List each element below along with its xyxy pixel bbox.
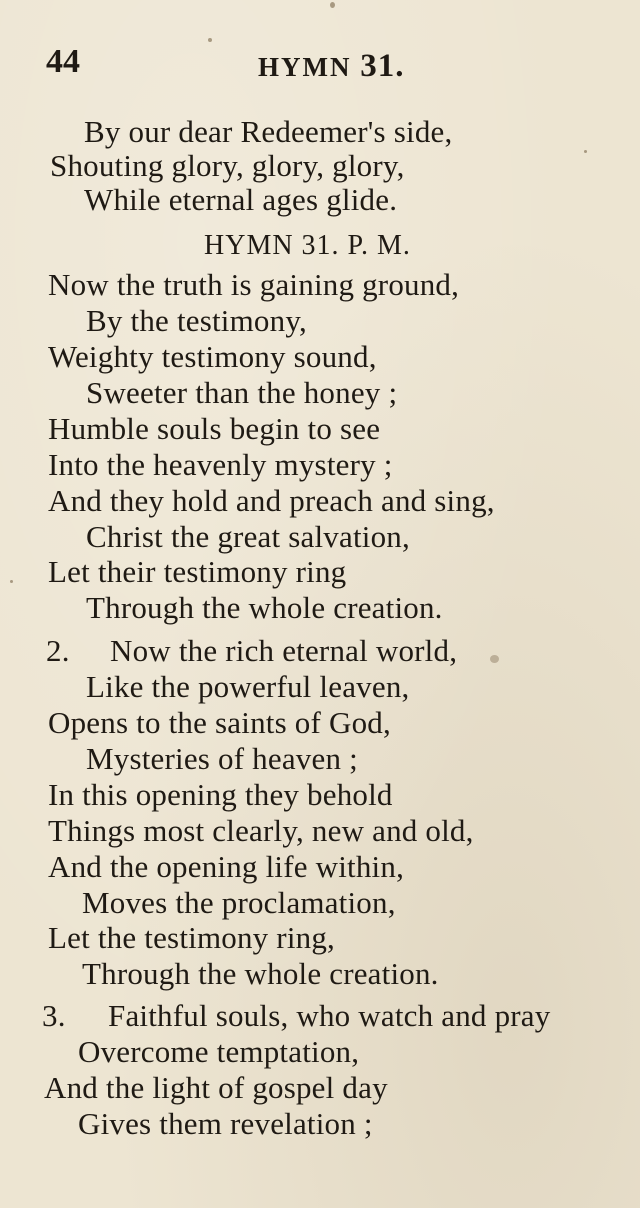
verse-line <box>46 633 457 669</box>
hymn-title: HYMN 31. P. M. <box>204 230 411 261</box>
verse-line: Things most clearly, new and old, <box>48 813 474 848</box>
verse-line: And the opening life within, <box>48 849 405 884</box>
paper-speck <box>208 38 212 42</box>
verse-line: Into the heavenly mystery ; <box>48 447 393 482</box>
verse-line: Let their testimony ring <box>48 554 347 589</box>
verse-text: Now the rich eternal world, <box>110 633 458 668</box>
running-head <box>258 48 404 85</box>
paper-speck <box>330 2 335 8</box>
verse-line: Weighty testimony sound, <box>48 339 377 374</box>
running-head-word: HYMN <box>258 52 352 82</box>
verse-line: Humble souls begin to see <box>48 411 381 446</box>
stanza-number: 3. <box>42 998 66 1033</box>
verse-line: And they hold and preach and sing, <box>48 483 495 518</box>
verse-line: Mysteries of heaven ; <box>86 741 358 776</box>
verse-line: While eternal ages glide. <box>84 182 398 217</box>
verse-line: Sweeter than the honey ; <box>86 375 398 410</box>
verse-line: Through the whole creation. <box>86 590 443 625</box>
verse-line: Gives them revelation ; <box>78 1106 373 1141</box>
verse-line: Now the truth is gaining ground, <box>48 267 460 302</box>
verse-line <box>42 998 550 1034</box>
paper-speck <box>584 150 587 153</box>
verse-line: Shouting glory, glory, glory, <box>50 148 405 183</box>
verse-line: And the light of gospel day <box>44 1070 388 1105</box>
stanza-number: 2. <box>46 633 70 668</box>
verse-text: Faithful souls, who watch and pray <box>108 998 551 1033</box>
verse-line: By the testimony, <box>86 303 307 338</box>
paper-speck <box>490 655 499 663</box>
verse-line: Overcome temptation, <box>78 1034 360 1069</box>
page-number: 44 <box>46 43 80 80</box>
verse-line: Opens to the saints of God, <box>48 705 391 740</box>
verse-line: Let the testimony ring, <box>48 920 335 955</box>
verse-line: Moves the proclamation, <box>82 885 396 920</box>
verse-line: Through the whole creation. <box>82 956 439 991</box>
verse-line: In this opening they behold <box>48 777 393 812</box>
paper-speck <box>10 580 13 583</box>
verse-line: Christ the great salvation, <box>86 519 410 554</box>
verse-line: By our dear Redeemer's side, <box>84 114 453 149</box>
running-head-number: 31. <box>360 48 405 84</box>
verse-line: Like the powerful leaven, <box>86 669 410 704</box>
